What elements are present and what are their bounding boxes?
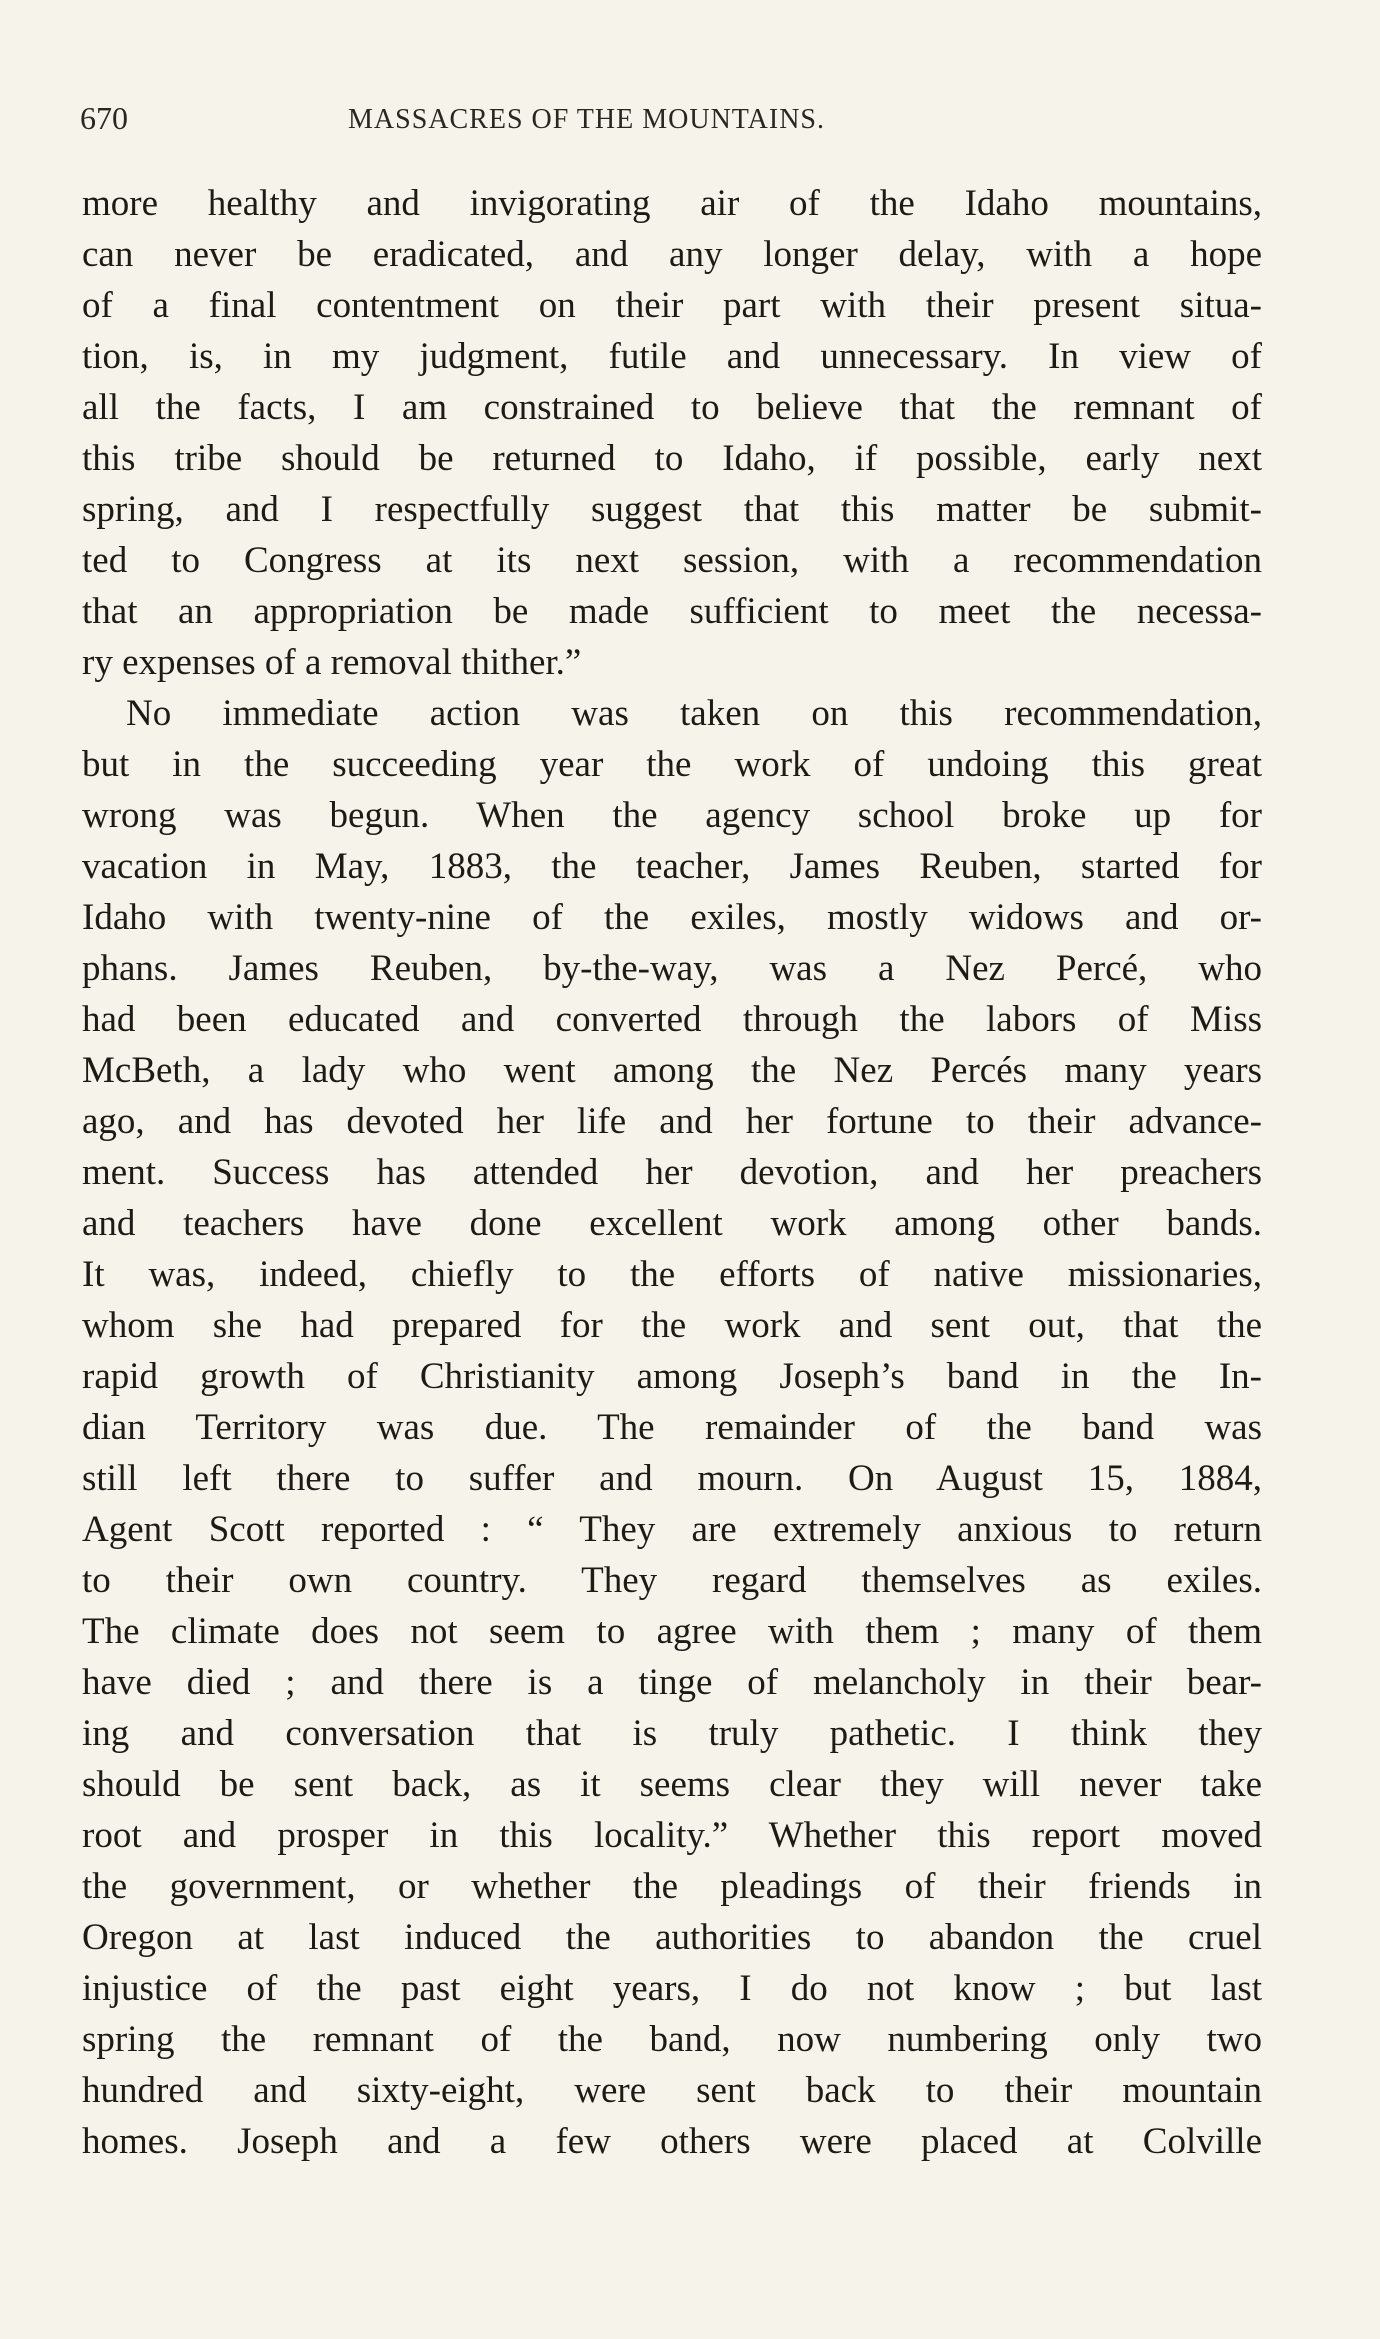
text-line: to their own country. They regard themselves as exiles. bbox=[82, 1560, 1262, 1601]
paragraph-end-line: ry expenses of a removal thither.” bbox=[82, 642, 582, 683]
text-line: and teachers have done excellent work among other bands. bbox=[82, 1203, 1262, 1244]
text-line: more healthy and invigorating air of the Idaho mountains, bbox=[82, 183, 1262, 224]
text-line: spring, and I respectfully suggest that this matter be submit- bbox=[82, 489, 1262, 530]
text-line: ment. Success has attended her devotion, and her preachers bbox=[82, 1152, 1262, 1193]
text-line: Idaho with twenty-nine of the exiles, mostly widows and or- bbox=[82, 897, 1262, 938]
page-number: 670 bbox=[80, 100, 128, 136]
text-line: hundred and sixty-eight, were sent back to their mountain bbox=[82, 2070, 1262, 2111]
text-line: vacation in May, 1883, the teacher, James Reuben, started for bbox=[82, 846, 1262, 887]
text-line: wrong was begun. When the agency school broke up for bbox=[82, 795, 1262, 836]
text-line: had been educated and converted through the labors of Miss bbox=[82, 999, 1262, 1040]
text-line: of a final contentment on their part with their present situa- bbox=[82, 285, 1262, 326]
text-line: can never be eradicated, and any longer delay, with a hope bbox=[82, 234, 1262, 275]
text-line: The climate does not seem to agree with them ; many of them bbox=[82, 1611, 1262, 1652]
text-line: have died ; and there is a tinge of melancholy in their bear- bbox=[82, 1662, 1262, 1703]
text-line: Oregon at last induced the authorities to abandon the cruel bbox=[82, 1917, 1262, 1958]
text-line: ing and conversation that is truly pathetic. I think they bbox=[82, 1713, 1262, 1754]
text-line: still left there to suffer and mourn. On August 15, 1884, bbox=[82, 1458, 1262, 1499]
page-header bbox=[80, 98, 1240, 138]
text-line: this tribe should be returned to Idaho, if possible, early next bbox=[82, 438, 1262, 479]
text-line: dian Territory was due. The remainder of the band was bbox=[82, 1407, 1262, 1448]
text-line: ted to Congress at its next session, with a recommendation bbox=[82, 540, 1262, 581]
text-line: spring the remnant of the band, now numbering only two bbox=[82, 2019, 1262, 2060]
text-line: tion, is, in my judgment, futile and unnecessary. In view of bbox=[82, 336, 1262, 377]
text-line: the government, or whether the pleadings of their friends in bbox=[82, 1866, 1262, 1907]
text-line: root and prosper in this locality.” Whether this report moved bbox=[82, 1815, 1262, 1856]
text-line: phans. James Reuben, by-the-way, was a Nez Percé, who bbox=[82, 948, 1262, 989]
text-line: rapid growth of Christianity among Joseph’s band in the In- bbox=[82, 1356, 1262, 1397]
text-line: whom she had prepared for the work and sent out, that the bbox=[82, 1305, 1262, 1346]
text-line: Agent Scott reported : “ They are extremely anxious to return bbox=[82, 1509, 1262, 1550]
body-text bbox=[82, 178, 1262, 2167]
text-line: but in the succeeding year the work of undoing this great bbox=[82, 744, 1262, 785]
text-line: that an appropriation be made sufficient to meet the necessa- bbox=[82, 591, 1262, 632]
paragraph-start-line: No immediate action was taken on this recommendation, bbox=[126, 693, 1262, 734]
text-line: It was, indeed, chiefly to the efforts of native missionaries, bbox=[82, 1254, 1262, 1295]
text-line: should be sent back, as it seems clear they will never take bbox=[82, 1764, 1262, 1805]
text-line: ago, and has devoted her life and her fortune to their advance- bbox=[82, 1101, 1262, 1142]
text-line: McBeth, a lady who went among the Nez Percés many years bbox=[82, 1050, 1262, 1091]
text-line: injustice of the past eight years, I do not know ; but last bbox=[82, 1968, 1262, 2009]
text-line: homes. Joseph and a few others were placed at Colville bbox=[82, 2121, 1262, 2162]
running-title: MASSACRES OF THE MOUNTAINS. bbox=[348, 104, 825, 135]
text-line: all the facts, I am constrained to believe that the remnant of bbox=[82, 387, 1262, 428]
